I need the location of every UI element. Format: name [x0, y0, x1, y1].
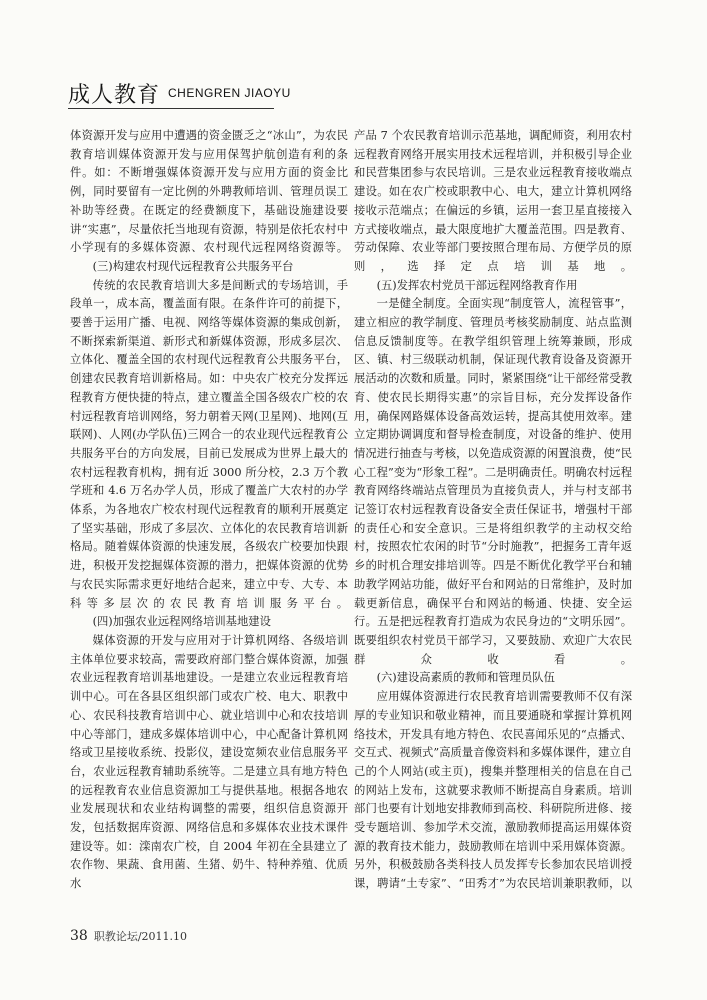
section-title: 成人教育 [68, 83, 161, 108]
left-column [70, 127, 348, 894]
journal-issue: 职教论坛/2011.10 [93, 930, 188, 943]
body-paragraph: 传统的农民教育培训大多是间断式的专场培训，手段单一，成本高，覆盖面有限。在条件许可的前提下，要善于运用广播、电视、网络等媒体资源的集成创新，不断探索新渠道、新形式和新媒体资源，形成多层次、立体化、覆盖全国的农村现代远程教育公共服务平台，创建农民教育培训新格局。如：中央农广校充分发挥远程教育方便快捷的特点，建立覆盖全国各级农广校的农村远程教育培训网络，努力朝着天网(卫星网)、地网(互联网)、人网(办学队伍)三网合一的农业现代远程教育公共服务平台的方向发展，目前已发展成为世界上最大的农村远程教育机构，拥有近 3000 所分校，2.3 万个教学班和 4.6 万名办学人员，形成了覆盖广大农村的办学体系，为各地农广校农村现代远程教育的顺利开展奠定了坚实基础，形成了多层次、立体化的农民教育培训新格局。随着媒体资源的快速发展，各级农广校要加快跟进，积极开发挖掘媒体资源的潜力，把媒体资源的优势与农民实际需求更好地结合起来，建立中专、大专、本科等多层次的农民教育培训服务平台。 [70, 278, 348, 610]
body-paragraph: 体资源开发与应用中遭遇的资金匮乏之“冰山”，为农民教育培训媒体资源开发与应用保驾护航创造有利的条件。如：不断增强媒体资源开发与应用方面的资金比例，同时要留有一定比例的外聘教师培训、管理员误工补助等经费。在既定的经费额度下，基础设施建设要讲“实惠”，尽量依托当地现有资源，特别是依托农村中小学现有的多媒体资源、农村现代远程网络资源等。 [70, 129, 348, 255]
body-paragraph: 应用媒体资源进行农民教育培训需要教师不仅有深厚的专业知识和敬业精神，而且要通晓和掌握计算机网络技术，开发具有地方特色、农民喜闻乐见的“点播式、交互式、视频式”高质量音像资料和多媒体课件，建立自己的个人网站(或主页)，搜集并整理相关的信息在自己的网站上发布，这就要求教师不断提高自身素质。培训部门也要有计划地安排教师到高校、科研院所进修、接受专题培训、参加学术交流，激励教师提高运用媒体资源的教育技术能力，鼓励教师在培训中采用媒体资源。另外，积极鼓励各类科技人员发挥专长参加农民培训授课，聘请“土专家”、“田秀才”为农民培训兼职教师，以 [354, 690, 632, 891]
page-footer [70, 928, 187, 946]
body-paragraph: 产品 7 个农民教育培训示范基地，调配师资，利用农村远程教育网络开展实用技术远程培训，并积极引导企业和民营集团参与农民培训。三是农业远程教育接收端点建设。如在农广校或职教中心、电大，建立计算机网络接收示范端点；在偏远的乡镇，运用一套卫星直接接入方式接收端点，最大限度地扩大覆盖范围。四是教育、劳动保障、农业等部门要按照合理布局、方便学员的原则，选择定点培训基地。 [354, 129, 632, 273]
body-paragraph: 媒体资源的开发与应用对于计算机网络、各级培训主体单位要求较高，需要政府部门整合媒体资源，加强农业远程教育培训基地建设。一是建立农业远程教育培训中心。可在各县区组织部门或农广校、电大、职教中心、农民科技教育培训中心、就业培训中心和农技培训中心等部门，建成多媒体培训中心，中心配备计算机网络或卫星接收系统、投影仪，建设宽频农业信息服务平台，农业远程教育辅助系统等。二是建立具有地方特色的远程教育农业信息资源加工与提供基地。根据各地农业发展现状和农业结构调整的需要，组织信息资源开发，包括数据库资源、网络信息和多媒体农业技术课件建设等。如：滦南农广校，自 2004 年初在全县建立了农作物、果蔬、食用菌、生猪、奶牛、特种养殖、优质水 [70, 633, 348, 891]
section-heading: (四)加强农业远程网络培训基地建设 [92, 615, 271, 629]
right-column [354, 127, 632, 894]
section-heading: (五)发挥农村党员干部远程网络教育作用 [376, 278, 578, 292]
page-number: 38 [70, 928, 88, 944]
running-header [68, 78, 644, 108]
section-heading: (三)构建农村现代远程教育公共服务平台 [92, 259, 294, 273]
header-rule [68, 108, 274, 109]
body-paragraph: 一是健全制度。全面实现“制度管人，流程管事”，建立相应的教学制度、管理员考核奖励制度、站点监测信息反馈制度等。在教学组织管理上统筹兼顾，形成区、镇、村三级联动机制，保证现代教育设备及资源开展活动的次数和质量。同时，紧紧围绕“让干部经常受教育、使农民长期得实惠”的宗旨目标，充分发挥设备作用，确保网路媒体设备高效运转，提高其使用效率。建立定期协调调度和督导检查制度，对设备的维护、使用情况进行抽查与考核，以免造成资源的闲置浪费，使“民心工程”变为“形象工程”。二是明确责任。明确农村远程教育网络终端站点管理员为直接负责人，并与村支部书记签订农村远程教育设备安全责任保证书，增强村干部的责任心和安全意识。三是将组织教学的主动权交给村，按照农忙农闲的时节“分时施教”，把握务工青年返乡的时机合理安排培训等。四是不断优化教学平台和辅助教学网站功能，做好平台和网站的日常维护，及时加载更新信息，确保平台和网站的畅通、快捷、安全运行。五是把远程教育打造成为农民身边的“文明乐园”。既要组织农村党员干部学习，又要鼓励、欢迎广大农民群众收看。 [354, 297, 632, 666]
section-heading: (六)建设高素质的教师和管理员队伍 [376, 671, 555, 685]
section-title-pinyin: CHENGREN JIAOYU [168, 86, 291, 100]
